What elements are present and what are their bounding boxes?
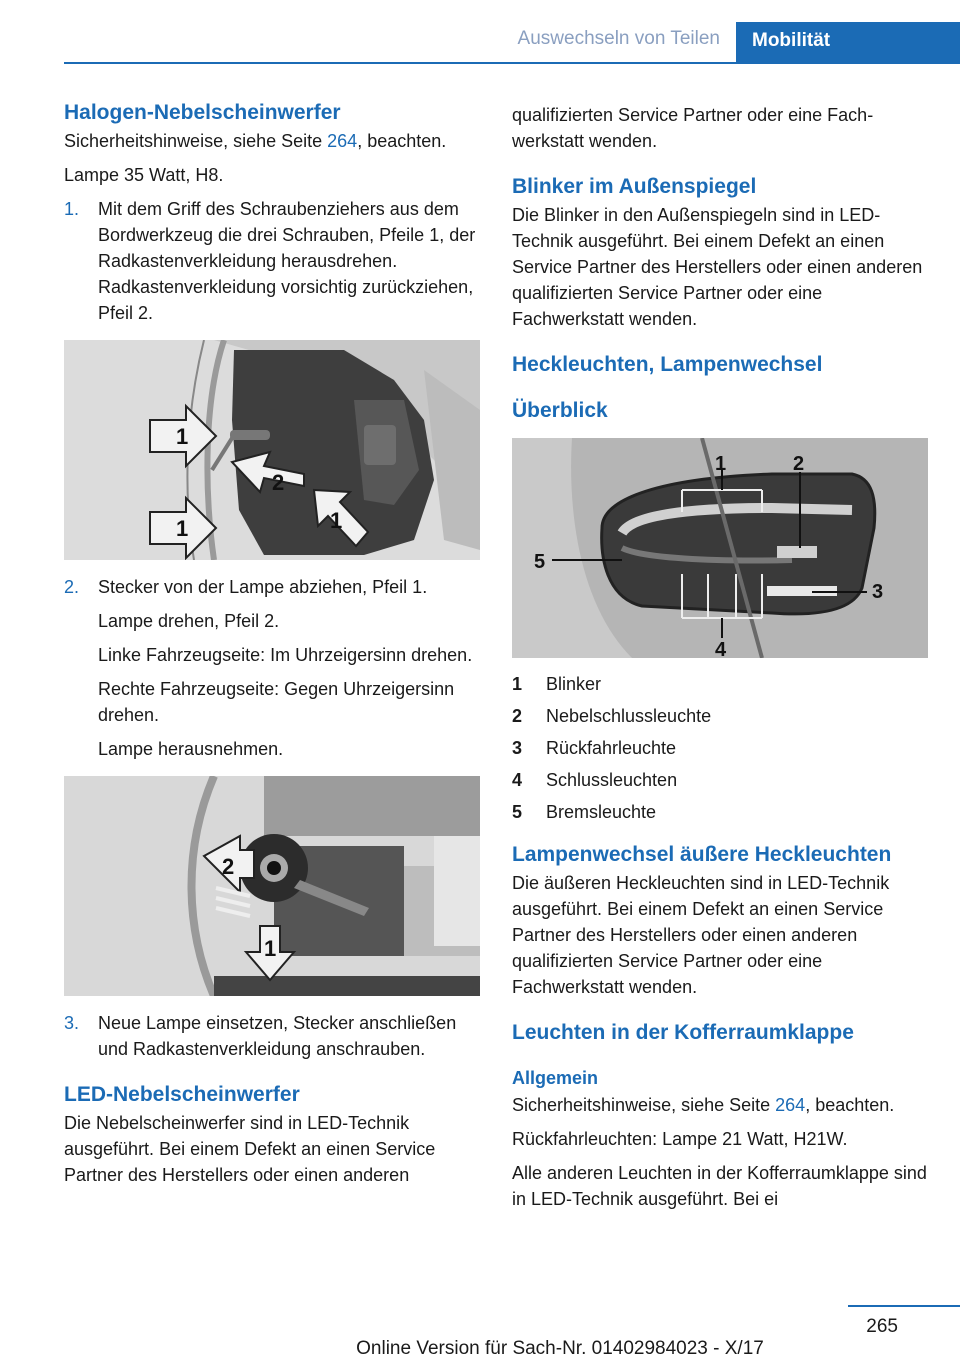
mirror-indicator-text: Die Blinker in den Außenspiegeln sind in LED-Technik ausgeführt. Bei einem Defekt an einen Service Partner des Herstellers oder einen anderen qualifizierten Service Partner oder eine Fachwerkstatt wenden.: [512, 205, 923, 329]
figure-fog-lamp-connector: [64, 776, 480, 996]
page-number: 265: [866, 1316, 898, 1337]
step-2: 2. Stecker von der Lampe abziehen, Pfeil 1. Lampe drehen, Pfeil 2. Linke Fahrzeugseite: Im Uhrzeigersinn drehen. Rechte Fahrzeugseite: Gegen Uhrzeigersinn drehen. Lampe herausnehmen.: [64, 577, 473, 759]
footer-rule: [848, 1305, 960, 1307]
figure-label: 1: [330, 508, 343, 533]
figure-label: 2: [272, 470, 285, 495]
page-link-264[interactable]: 264: [327, 131, 358, 151]
trunk-lights-text: Alle anderen Leuchten in der Kofferraumklappe sind in LED-Technik ausgeführt. Bei ei: [512, 1163, 927, 1209]
figure-wheel-arch-screws: [64, 340, 480, 560]
figure-tail-light-drawing: [512, 438, 928, 658]
led-fog-text: Die Nebelscheinwerfer sind in LED-Technik ausgeführt. Bei einem Defekt an einen Service Partner des Herstellers oder einen anderen: [64, 1113, 436, 1185]
list-item: 2 Nebelschlussleuchte: [512, 706, 712, 726]
page-link-264[interactable]: 264: [775, 1095, 806, 1115]
safety-note: Sicherheitshinweise, siehe Seite 264, beachten.: [512, 1095, 895, 1115]
right-column: [512, 100, 928, 1212]
heading-tail-lights: Heckleuchten, Lampenwechsel: [512, 353, 823, 376]
continued-text: qualifizierten Service Partner oder eine Fachwerkstatt wenden.: [512, 105, 874, 151]
figure-wheel-arch-drawing: [64, 340, 480, 560]
figure-label: 2: [793, 453, 805, 475]
heading-mirror-indicator: Blinker im Außenspiegel: [512, 175, 757, 198]
figure-label: 1: [264, 936, 277, 961]
step-1: 1. Mit dem Griff des Schraubenziehers aus dem Bordwerkzeug die drei Schrauben, Pfeile 1, der Radkastenverkleidung herausdrehen. Radkastenverkleidung vorsichtig zurückziehen, Pfeil 2.: [64, 199, 476, 323]
figure-label: 1: [715, 453, 727, 475]
list-item: 3 Rückfahrleuchte: [512, 738, 677, 758]
header-chapter-tab: Mobilität: [736, 22, 960, 64]
safety-note: Sicherheitshinweise, siehe Seite 264, beachten.: [64, 131, 447, 151]
reverse-lamp-spec: Rückfahrleuchten: Lampe 21 Watt, H21W.: [512, 1129, 848, 1149]
outer-tail-lights-text: Die äußeren Heckleuchten sind in LED-Technik ausgeführt. Bei einem Defekt an einen Service Partner des Herstellers oder einen anderen qualifizierten Service Partner oder eine Fachwerkstatt wenden.: [512, 873, 890, 997]
figure-fog-lamp-drawing: [64, 776, 480, 996]
figure-label: 4: [715, 639, 727, 658]
list-item: 1 Blinker: [512, 674, 602, 694]
figure-label: 1: [176, 424, 189, 449]
heading-trunk-lid-lights: Leuchten in der Kofferraumklappe: [512, 1021, 854, 1044]
figure-label: 3: [872, 581, 884, 603]
heading-halogen-fog-lights: Halogen-Nebelscheinwerfer: [64, 101, 341, 124]
figure-tail-light-overview: [512, 438, 928, 658]
heading-outer-tail-lights: Lampenwechsel äußere Heckleuchten: [512, 843, 892, 866]
header-section-title: Auswechseln von Teilen: [517, 28, 720, 49]
left-column: [64, 100, 480, 1188]
figure-label: 2: [222, 854, 235, 879]
figure-label: 5: [534, 551, 546, 573]
subheading-general: Allgemein: [512, 1068, 599, 1088]
list-item: 5 Bremsleuchte: [512, 802, 657, 822]
list-item: 4 Schlussleuchten: [512, 770, 678, 790]
figure-label: 1: [176, 516, 189, 541]
heading-overview: Überblick: [512, 399, 608, 422]
legend-list: [512, 668, 928, 828]
lamp-spec: Lampe 35 Watt, H8.: [64, 165, 224, 185]
heading-led-fog-lights: LED-Nebelscheinwerfer: [64, 1083, 300, 1106]
watermark: Online Version für Sach-Nr. 01402984023 - X/17: [356, 1338, 764, 1359]
step-3: 3. Neue Lampe einsetzen, Stecker anschließen und Radkastenverkleidung anschrauben.: [64, 1013, 457, 1059]
